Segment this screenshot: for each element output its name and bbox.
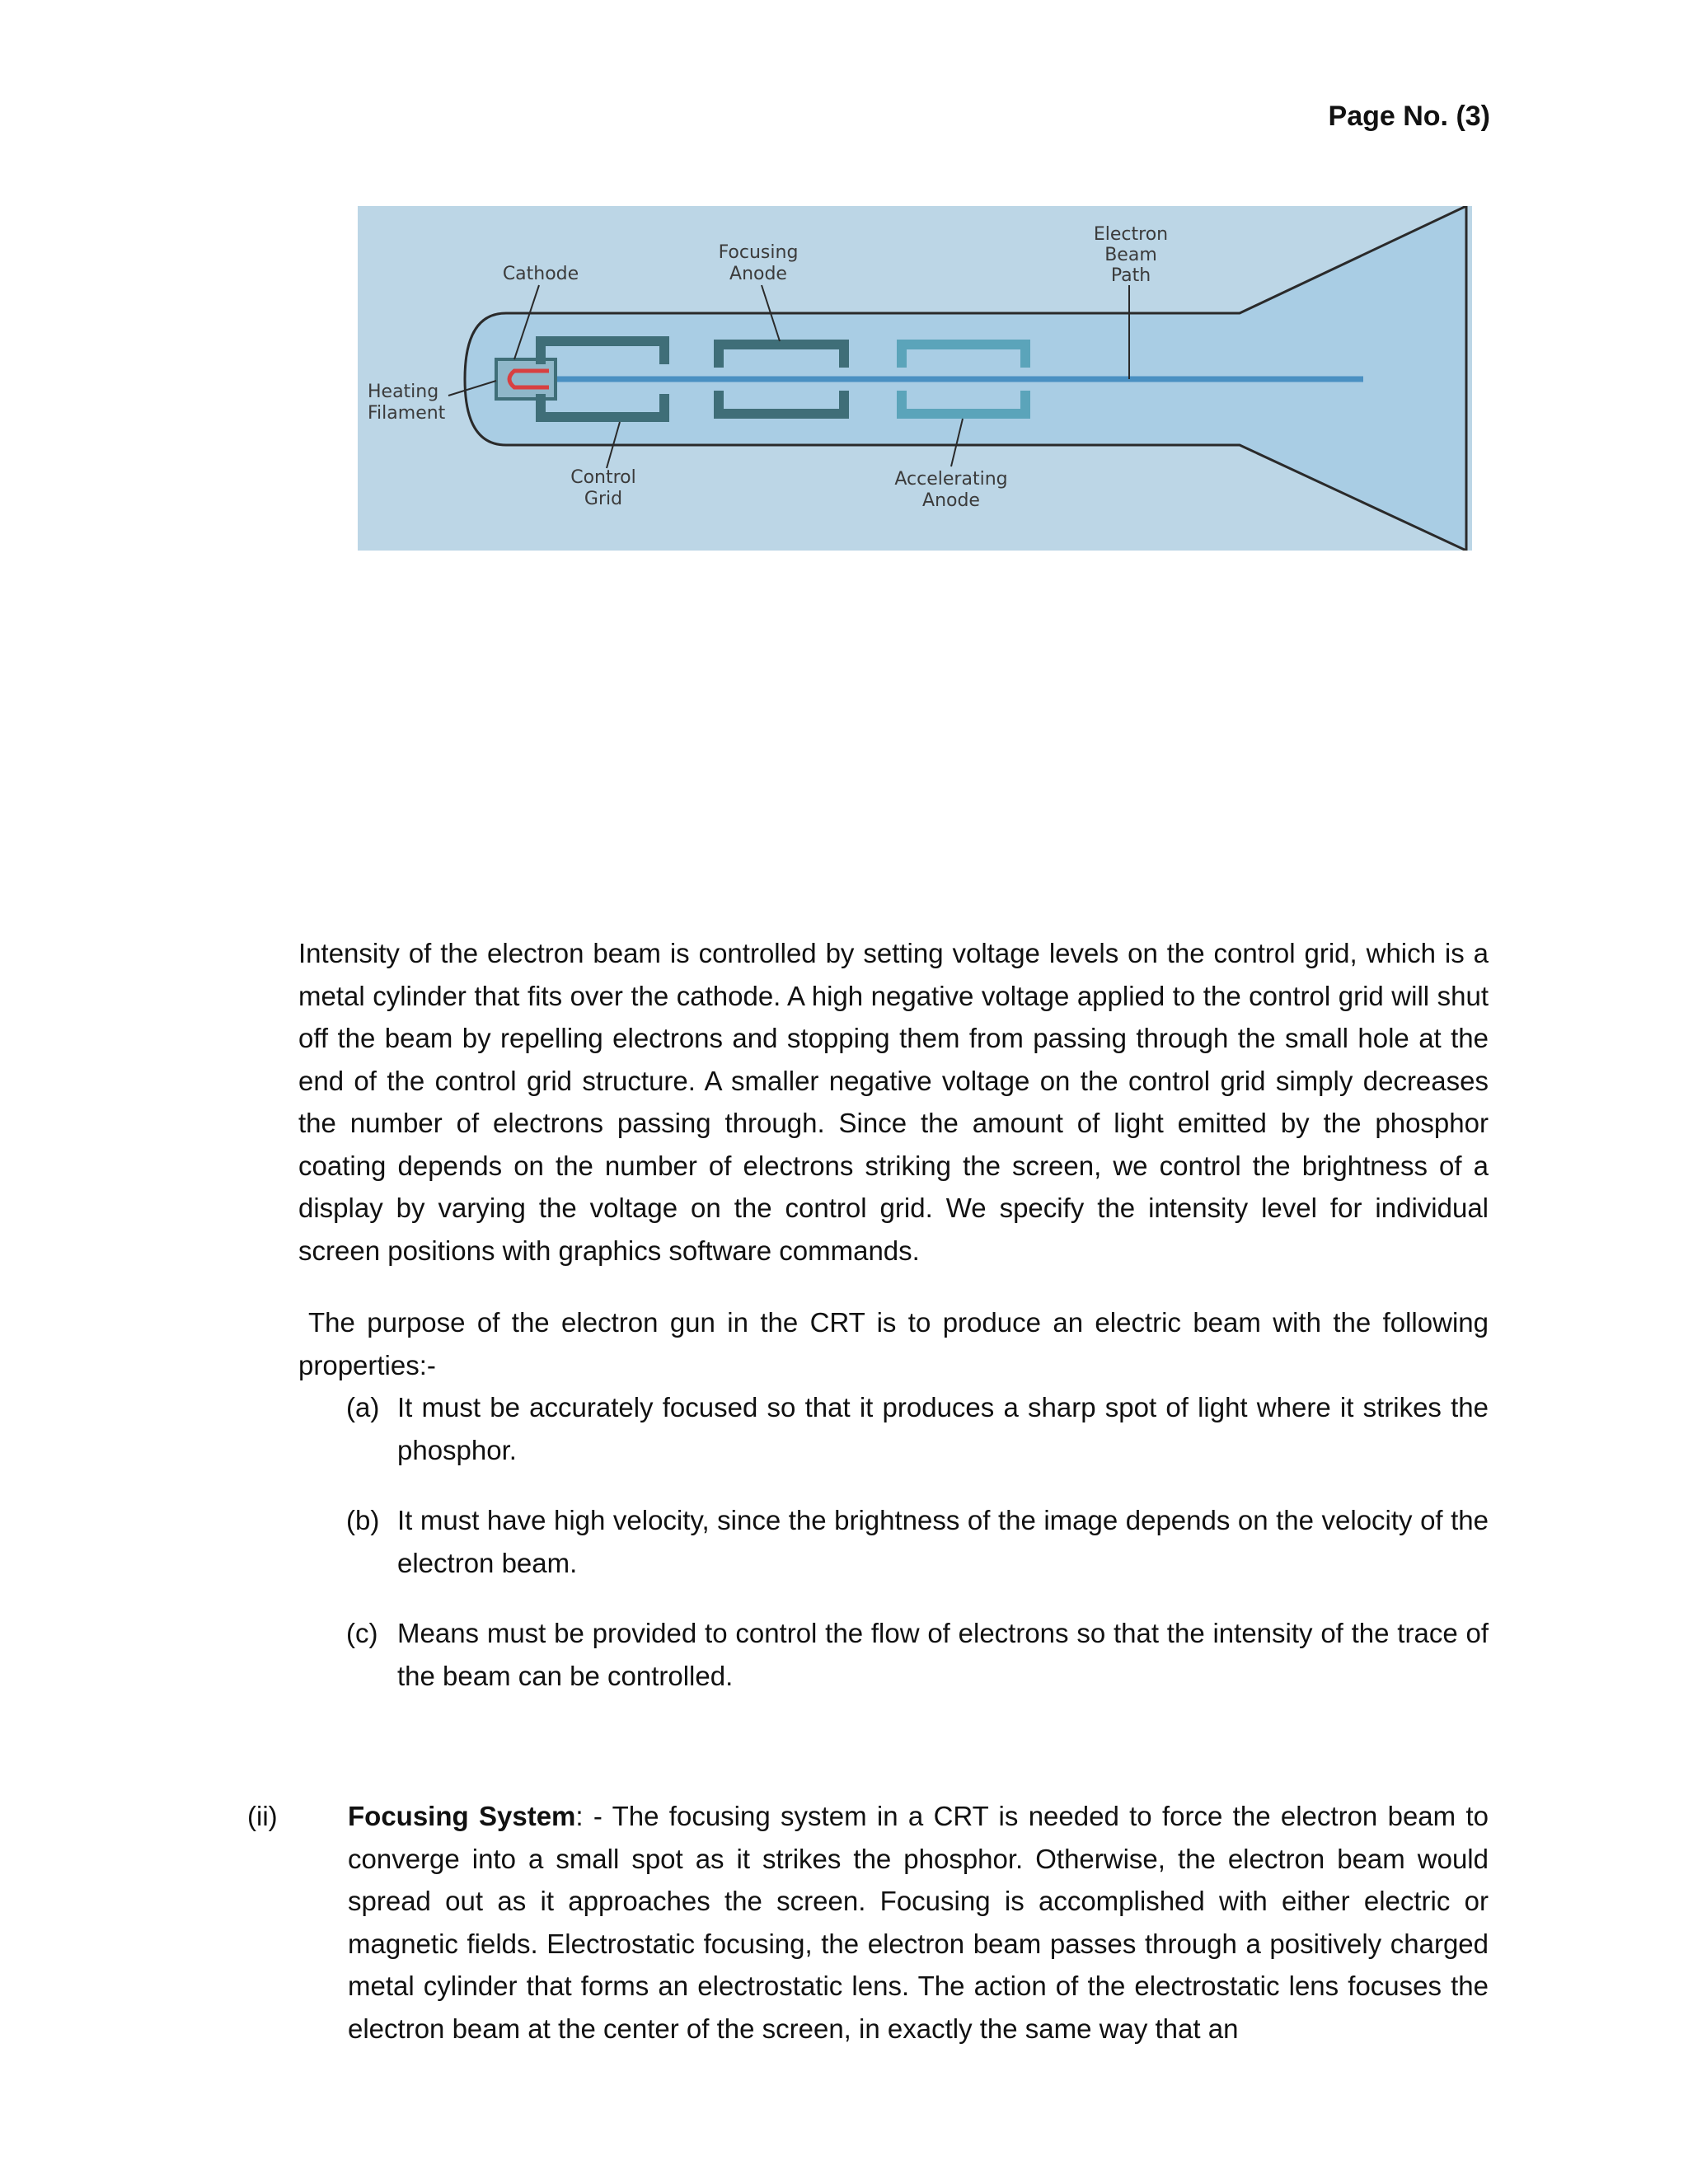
label-heating-filament-line1: Heating [368, 382, 439, 402]
label-control-grid-line1: Control [570, 467, 636, 488]
list-text: It must be accurately focused so that it produces a sharp spot of light where it strikes the phosphor. [397, 1392, 1489, 1465]
list-text: It must have high velocity, since the brightness of the image depends on the velocity of the electron beam. [397, 1505, 1489, 1578]
label-electron-beam-path-line1: Electron [1093, 224, 1169, 245]
paragraph-electron-gun-purpose: The purpose of the electron gun in the CRT is to produce an electric beam with the following properties:- [298, 1307, 1489, 1380]
label-focusing-anode-line1: Focusing [718, 242, 799, 263]
section-heading: Focusing System [348, 1801, 576, 1831]
label-electron-beam-path-line3: Path [1110, 265, 1151, 286]
section-body-text: : - The focusing system in a CRT is needed to force the electron beam to converge into a small spot as it strikes the phosphor. Otherwise, the electron beam would spread out as it approaches the screen. Focusing is accomplished with either electric or magnetic fields. Electrostatic focusing, the electron beam passes through a positively charged metal cylinder that forms an electrostatic lens. The action of the electrostatic lens focuses the electron beam at the center of the screen, in exactly the same way that an [348, 1801, 1489, 2044]
label-accelerating-anode-line1: Accelerating [894, 469, 1008, 490]
list-item [346, 1499, 1489, 1584]
properties-list [346, 1386, 1489, 1725]
section-marker: (ii) [247, 1801, 278, 1831]
label-heating-filament-line2: Filament [368, 403, 446, 424]
list-marker: (c) [346, 1618, 378, 1648]
list-item [346, 1386, 1489, 1471]
label-electron-beam-path-line2: Beam [1104, 245, 1157, 265]
cathode-assembly [496, 359, 556, 399]
list-item [346, 1612, 1489, 1697]
list-text: Means must be provided to control the flow of electrons so that the intensity of the trace of the beam can be controlled. [397, 1618, 1489, 1691]
label-control-grid-line2: Grid [584, 489, 623, 509]
page-number: Page No. (3) [1328, 101, 1490, 132]
list-marker: (a) [346, 1392, 380, 1422]
paragraph-intensity: Intensity of the electron beam is controlled by setting voltage levels on the control grid, which is a metal cylinder that fits over the cathode. A high negative voltage applied to the control grid will shut off the beam by repelling electrons and stopping them from passing through the small hole at the end of the control grid structure. A smaller negative voltage on the control grid simply decreases the number of electrons passing through. Since the amount of light emitted by the phosphor coating depends on the number of electrons striking the screen, we control the brightness of a display by varying the voltage on the control grid. We specify the intensity level for individual screen positions with graphics software commands. [298, 938, 1489, 1266]
section-body [348, 1795, 1489, 2050]
list-marker: (b) [346, 1505, 380, 1535]
crt-electron-gun-figure [358, 206, 1472, 551]
label-cathode: Cathode [502, 264, 579, 284]
section-focusing-system [247, 1795, 1489, 2050]
label-focusing-anode-line2: Anode [729, 264, 787, 284]
label-accelerating-anode-line2: Anode [922, 490, 980, 511]
